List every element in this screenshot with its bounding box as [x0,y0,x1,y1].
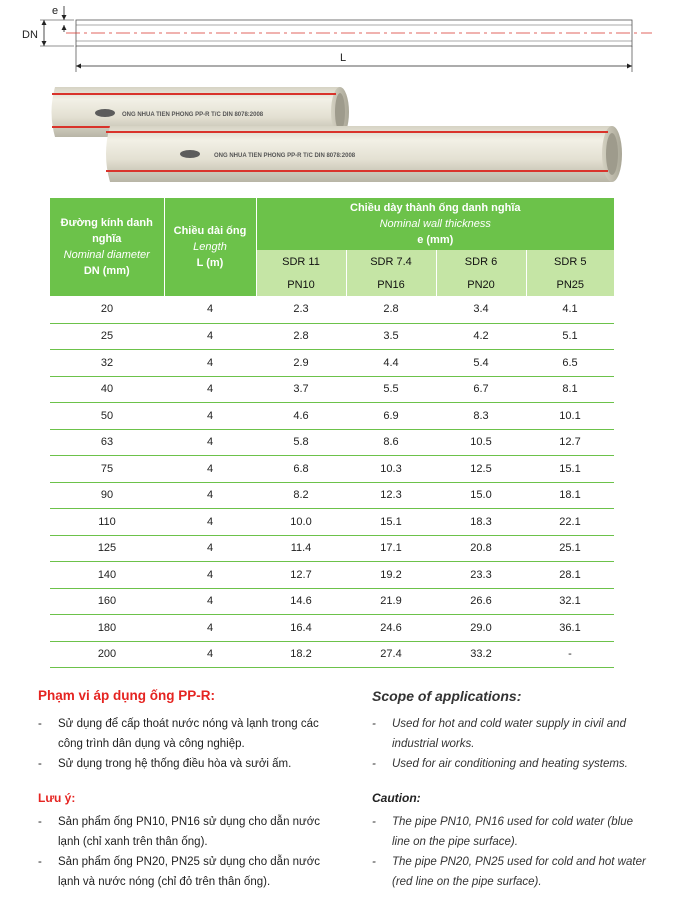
list-item: - Sản phẩm ống PN20, PN25 sử dụng cho dẫn nước lạnh và nước nóng (chỉ đỏ trên thân ống). [38,852,338,892]
table-row [50,535,614,562]
wall-thickness-table [50,198,614,668]
l-label: L [340,52,347,64]
header-wall-thickness: Chiều dày thành ống danh nghĩa Nominal wall thickness e (mm) [256,198,614,250]
table-row [50,323,614,350]
table-cell: 33.2 [436,641,526,668]
table-cell: 27.4 [346,641,436,668]
table-cell: 36.1 [526,615,614,642]
table-cell: 12.3 [346,482,436,509]
table-cell: 40 [50,376,164,403]
e-label: e [52,5,59,17]
table-cell: 4.6 [256,403,346,430]
table-cell: 4 [164,376,256,403]
table-row [50,615,614,642]
table-cell: 8.1 [526,376,614,403]
header-pn: PN20 [436,274,526,296]
table-body [50,296,614,668]
table-cell: 4 [164,482,256,509]
table-cell: 75 [50,456,164,483]
table-cell: 6.8 [256,456,346,483]
table-row [50,456,614,483]
table-cell: 15.1 [526,456,614,483]
table-cell: 5.5 [346,376,436,403]
table-cell: 4 [164,615,256,642]
table-cell: 8.6 [346,429,436,456]
scope-title-en: Scope of applications: [372,688,522,704]
table-row [50,376,614,403]
table-cell: 4 [164,403,256,430]
list-item: - Sử dụng trong hệ thống điều hòa và sưởi ấm. [38,754,338,774]
table-cell: 11.4 [256,535,346,562]
table-cell: 12.5 [436,456,526,483]
table-cell: 5.1 [526,323,614,350]
table-cell: 17.1 [346,535,436,562]
table-cell: 12.7 [526,429,614,456]
table-cell: 23.3 [436,562,526,589]
table-cell: 10.1 [526,403,614,430]
table-cell: 10.0 [256,509,346,536]
table-cell: 4 [164,562,256,589]
table-row [50,296,614,323]
table-cell: 24.6 [346,615,436,642]
table-cell: 25.1 [526,535,614,562]
table-cell: 10.5 [436,429,526,456]
pipe-print-back: ONG NHUA TIEN PHONG PP-R T/C DIN 8078:2008 [122,112,264,118]
table-cell: 110 [50,509,164,536]
table-row [50,429,614,456]
table-cell: 5.8 [256,429,346,456]
logo-icon [95,109,115,117]
list-item: - Sản phẩm ống PN10, PN16 sử dụng cho dẫn nước lạnh (chỉ xanh trên thân ống). [38,812,338,852]
table-cell: 4 [164,350,256,377]
table-cell: 4.2 [436,323,526,350]
list-item: - The pipe PN10, PN16 used for cold water (blue line on the pipe surface). [372,812,652,852]
table-cell: 12.7 [256,562,346,589]
table-cell: 2.8 [346,296,436,323]
scope-list-vi [38,714,338,774]
table-cell: 4 [164,323,256,350]
table-cell: 4 [164,535,256,562]
logo-icon [180,150,200,158]
table-cell: 8.3 [436,403,526,430]
table-cell: 6.9 [346,403,436,430]
pipe-illustration [0,80,675,192]
table-cell: 4.1 [526,296,614,323]
table-cell: 2.9 [256,350,346,377]
table-cell: 26.6 [436,588,526,615]
table-cell: 4 [164,641,256,668]
table-cell: 15.1 [346,509,436,536]
table-cell: 90 [50,482,164,509]
scope-title-vi: Phạm vi áp dụng ống PP-R: [38,688,216,703]
table-cell: 10.3 [346,456,436,483]
table-cell: 18.1 [526,482,614,509]
table-row [50,403,614,430]
header-sdr: SDR 5 [526,250,614,274]
header-sdr: SDR 7.4 [346,250,436,274]
table-cell: 6.7 [436,376,526,403]
note-title-vi: Lưu ý: [38,791,76,805]
table-row [50,350,614,377]
table-cell: 200 [50,641,164,668]
table-cell: 4 [164,429,256,456]
scope-vietnamese [38,686,338,892]
table-cell: 180 [50,615,164,642]
table-cell: 4 [164,456,256,483]
list-item: - Used for air conditioning and heating systems. [372,754,652,774]
pipe-front [106,126,622,182]
table-cell: 4.4 [346,350,436,377]
table-cell: 4 [164,296,256,323]
header-pn: PN10 [256,274,346,296]
scope-english [372,686,652,892]
pipe-dimension-diagram [0,0,675,80]
list-item: - The pipe PN20, PN25 used for cold and hot water (red line on the pipe surface). [372,852,652,892]
table-cell: 3.5 [346,323,436,350]
table-cell: 63 [50,429,164,456]
table-cell: 18.3 [436,509,526,536]
table-cell: 32.1 [526,588,614,615]
scope-list-en [372,714,652,774]
table-cell: 2.8 [256,323,346,350]
dn-label: DN [22,29,38,41]
table-row [50,509,614,536]
list-item: - Sử dụng để cấp thoát nước nóng và lạnh trong các công trình dân dụng và công nghiệp. [38,714,338,754]
table-cell: 160 [50,588,164,615]
table-cell: 21.9 [346,588,436,615]
table-cell: - [526,641,614,668]
table-cell: 20.8 [436,535,526,562]
table-cell: 20 [50,296,164,323]
header-pn: PN16 [346,274,436,296]
table-cell: 19.2 [346,562,436,589]
table-cell: 4 [164,588,256,615]
table-cell: 50 [50,403,164,430]
table-cell: 22.1 [526,509,614,536]
table-row [50,562,614,589]
table-cell: 5.4 [436,350,526,377]
table-cell: 2.3 [256,296,346,323]
table-cell: 18.2 [256,641,346,668]
table-row [50,482,614,509]
table-cell: 25 [50,323,164,350]
list-item: - Used for hot and cold water supply in civil and industrial works. [372,714,652,754]
table-cell: 3.7 [256,376,346,403]
table-cell: 140 [50,562,164,589]
table-cell: 28.1 [526,562,614,589]
table-cell: 16.4 [256,615,346,642]
note-list-en [372,812,652,892]
table-cell: 14.6 [256,588,346,615]
header-nominal-diameter: Đường kính danh nghĩa Nominal diameter DN (mm) [50,198,164,296]
note-title-en: Caution: [372,791,421,805]
header-length: Chiều dài ống Length L (m) [164,198,256,296]
table-cell: 6.5 [526,350,614,377]
table-cell: 4 [164,509,256,536]
table-row [50,588,614,615]
header-sdr: SDR 6 [436,250,526,274]
header-sdr: SDR 11 [256,250,346,274]
table-cell: 3.4 [436,296,526,323]
table-cell: 15.0 [436,482,526,509]
pipe-print-front: ONG NHUA TIEN PHONG PP-R T/C DIN 8078:2008 [214,153,356,159]
table-cell: 29.0 [436,615,526,642]
note-list-vi [38,812,338,892]
table-row [50,641,614,668]
header-pn: PN25 [526,274,614,296]
table-cell: 125 [50,535,164,562]
table-cell: 8.2 [256,482,346,509]
table-cell: 32 [50,350,164,377]
